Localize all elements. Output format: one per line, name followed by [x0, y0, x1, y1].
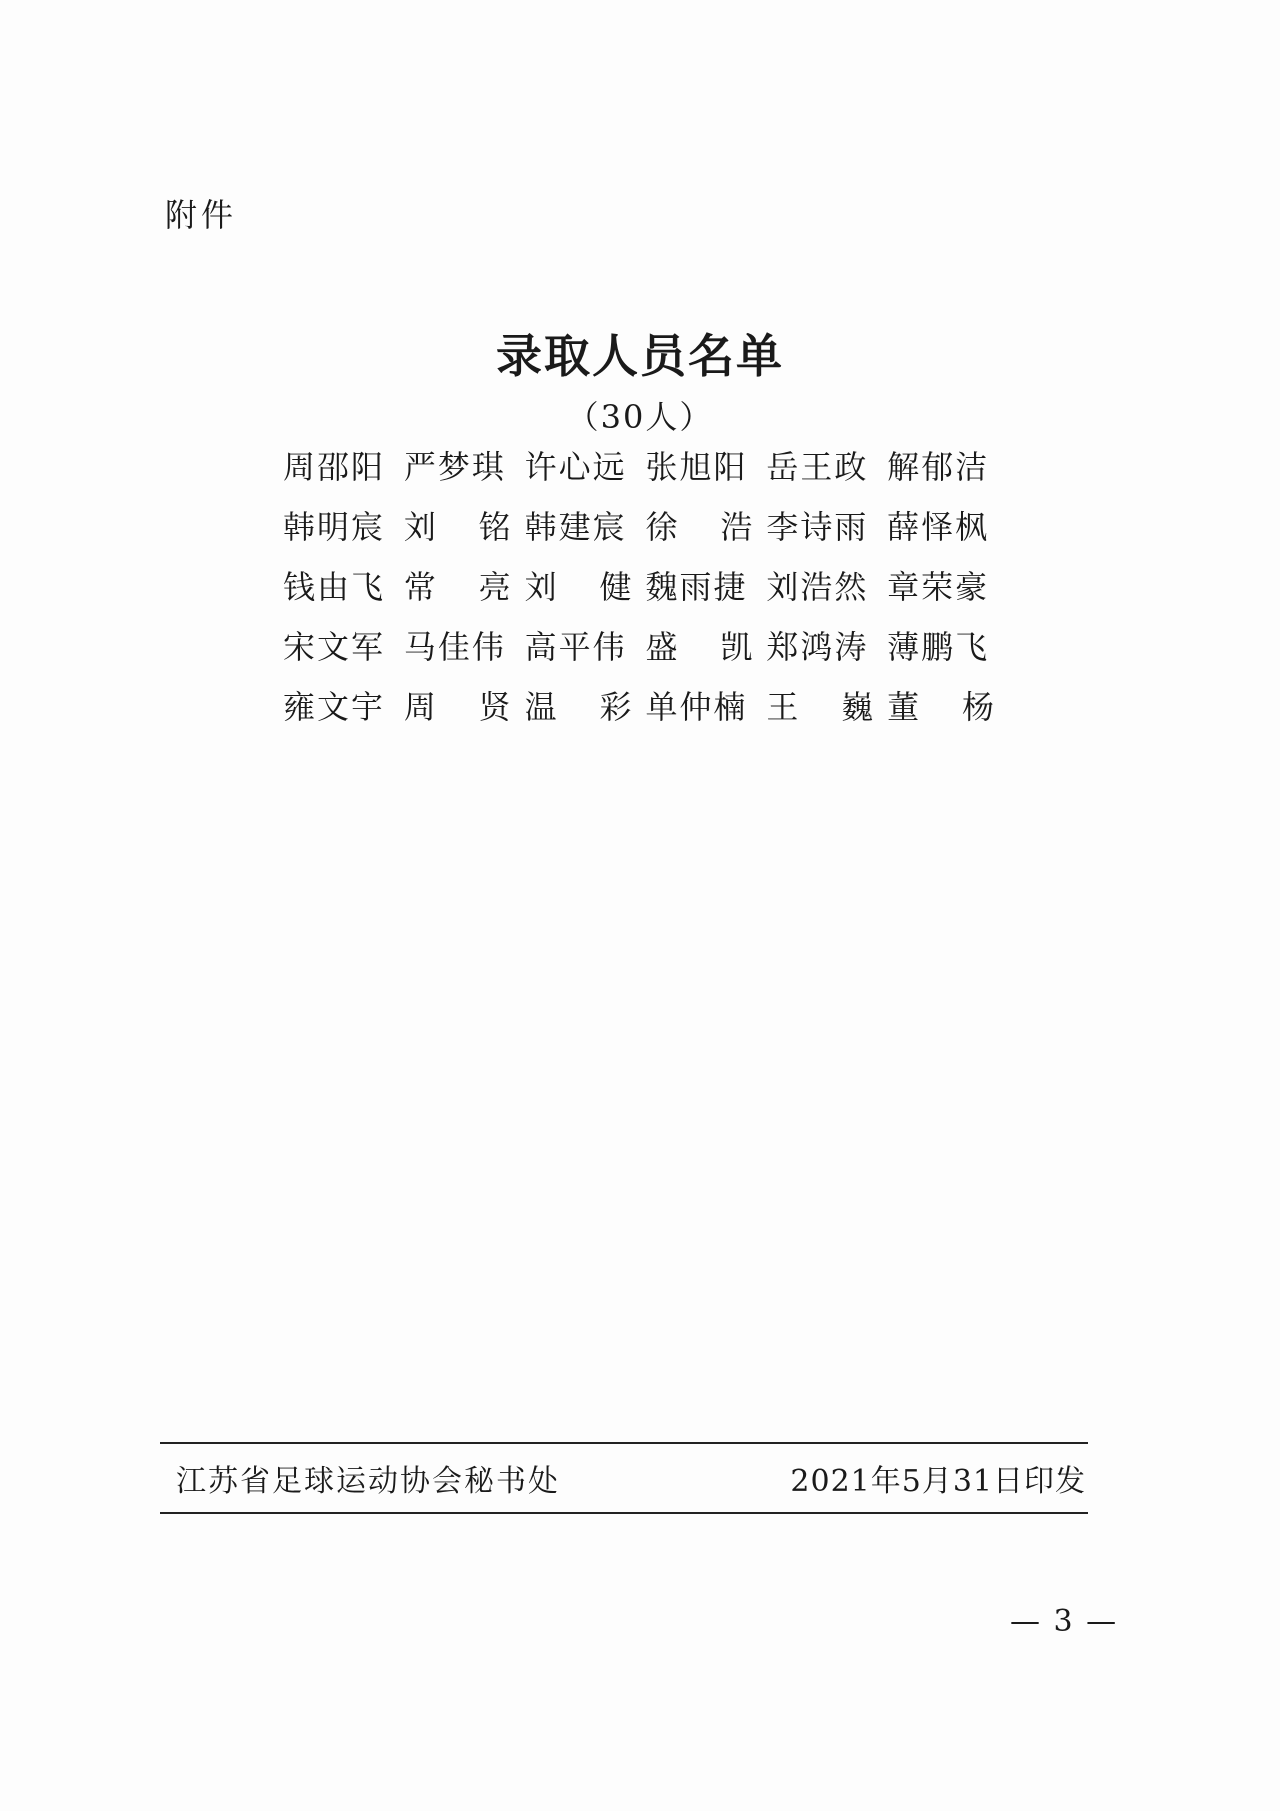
name-entry: 徐 浩	[645, 508, 753, 546]
name-entry: 周 贤	[403, 688, 511, 726]
name-entry: 章荣豪	[887, 568, 990, 606]
name-entry: 郑鸿涛	[766, 628, 869, 666]
name-entry: 单仲楠	[645, 688, 748, 726]
name-entry: 薄鹏飞	[887, 628, 990, 666]
name-entry: 温 彩	[524, 688, 632, 726]
name-entry: 解郁洁	[887, 448, 990, 486]
name-entry: 常 亮	[403, 568, 511, 606]
name-entry: 刘浩然	[766, 568, 869, 606]
name-entry: 薛怿枫	[887, 508, 990, 546]
name-entry: 马佳伟	[403, 628, 506, 666]
name-entry: 高平伟	[524, 628, 627, 666]
name-entry: 岳王政	[766, 448, 869, 486]
page-number: — 3 —	[1010, 1604, 1119, 1639]
name-entry: 刘 铭	[403, 508, 511, 546]
name-entry: 魏雨捷	[645, 568, 748, 606]
name-entry: 董 杨	[887, 688, 994, 726]
name-entry: 盛 凯	[645, 628, 753, 666]
issue-date: 2021年5月31日印发	[790, 1464, 1086, 1499]
name-entry: 韩明宸	[283, 508, 386, 546]
name-entry: 严梦琪	[403, 448, 506, 486]
name-entry: 许心远	[524, 448, 627, 486]
name-entry: 张旭阳	[645, 448, 748, 486]
name-entry: 韩建宸	[524, 508, 627, 546]
name-entry: 李诗雨	[766, 508, 869, 546]
issue-footer	[160, 1442, 1088, 1514]
document-subtitle: （30人）	[566, 398, 714, 436]
document-title: 录取人员名单	[496, 329, 784, 383]
name-entry: 周邵阳	[283, 448, 386, 486]
name-entry: 王 巍	[766, 688, 874, 726]
name-entry: 刘 健	[524, 568, 632, 606]
attachment-label: 附件	[165, 196, 238, 234]
name-entry: 雍文宇	[283, 688, 386, 726]
issuer-name: 江苏省足球运动协会秘书处	[176, 1464, 560, 1499]
name-entry: 钱由飞	[283, 568, 386, 606]
name-entry: 宋文军	[283, 628, 386, 666]
admitted-names-list	[283, 447, 1008, 727]
